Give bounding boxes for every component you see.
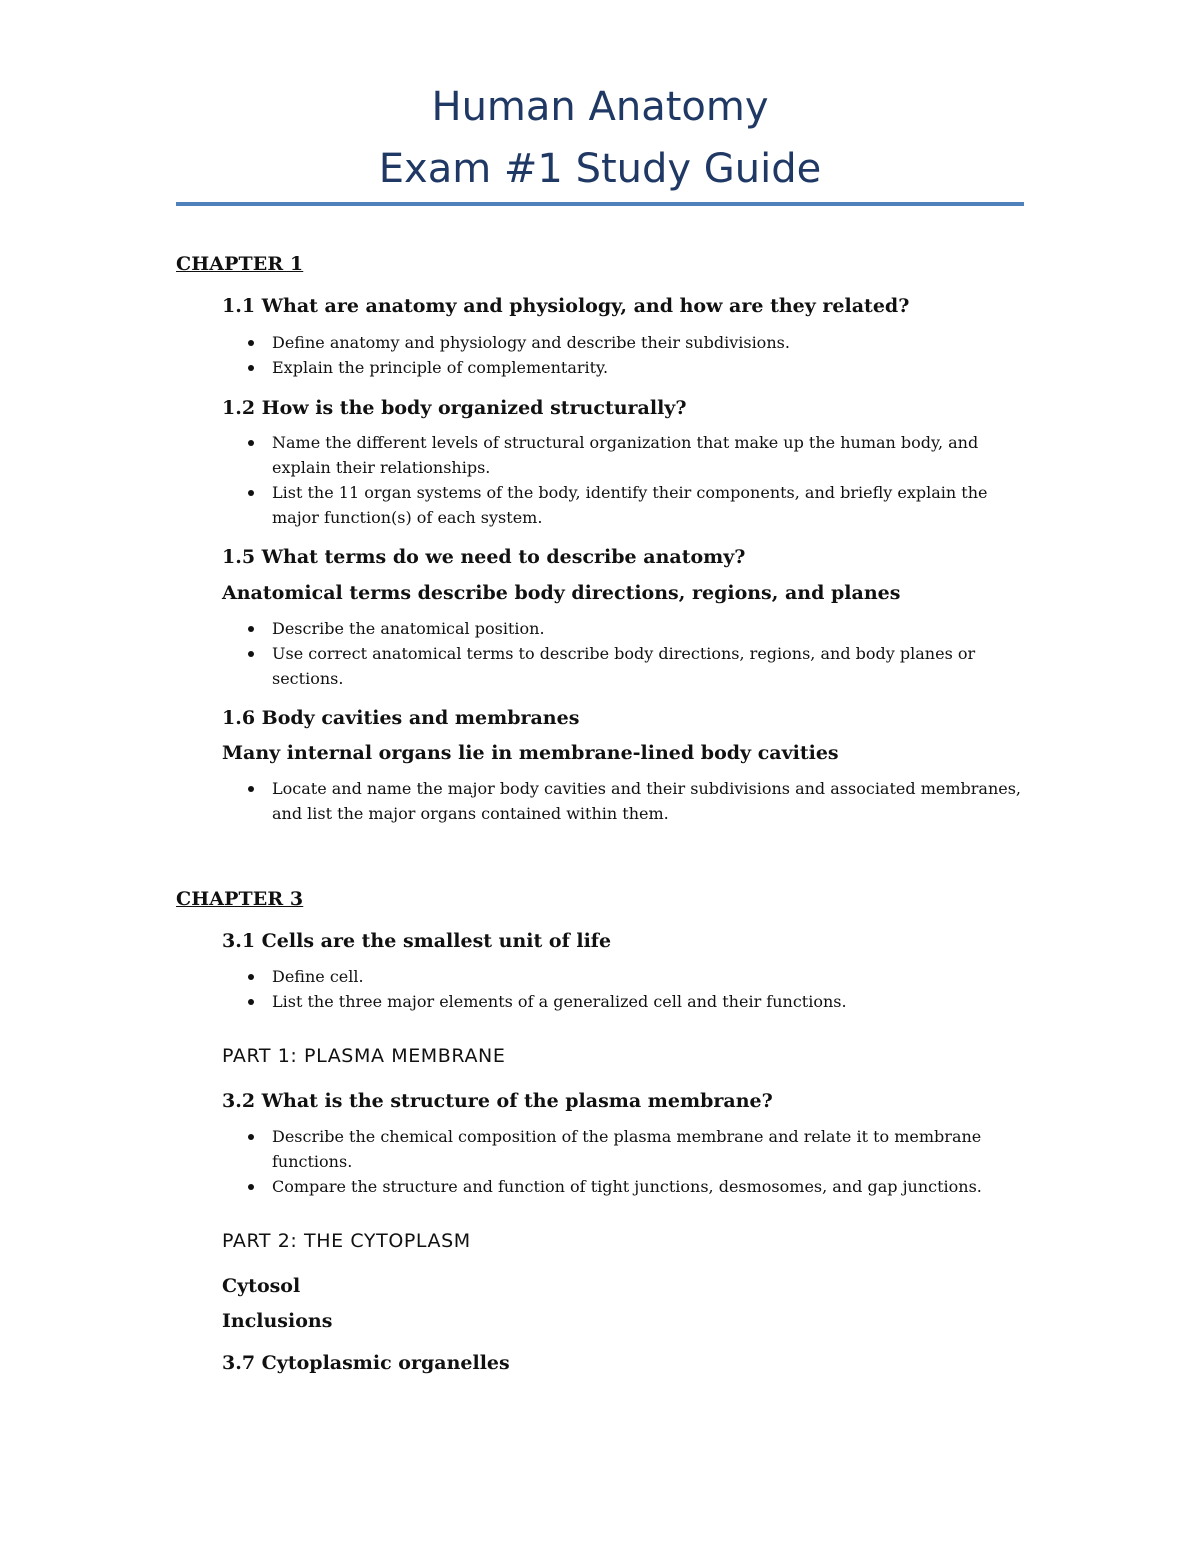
section-1-2-bullets — [246, 430, 1036, 530]
section-1-1-bullets — [246, 330, 1036, 380]
list-item: Define cell. — [246, 964, 1036, 989]
section-3-1-bullets — [246, 964, 1036, 1014]
section-3-1-heading: 3.1 Cells are the smallest unit of life — [222, 930, 612, 952]
part-1-heading: PART 1: PLASMA MEMBRANE — [222, 1045, 506, 1067]
section-1-5-heading: 1.5 What terms do we need to describe anatomy? — [222, 546, 746, 568]
title-line-2: Exam #1 Study Guide — [378, 146, 822, 192]
section-3-2-heading: 3.2 What is the structure of the plasma membrane? — [222, 1090, 773, 1112]
list-item: Describe the chemical composition of the plasma membrane and relate it to membrane functions. — [246, 1124, 1036, 1174]
chapter-3-label: CHAPTER 3 — [176, 888, 304, 910]
section-1-6-bullets — [246, 776, 1036, 826]
list-item: List the three major elements of a generalized cell and their functions. — [246, 989, 1036, 1014]
list-item: Define anatomy and physiology and describe their subdivisions. — [246, 330, 1036, 355]
section-1-6-subheading: Many internal organs lie in membrane-lined body cavities — [222, 742, 839, 764]
title-line-1: Human Anatomy — [431, 84, 769, 130]
list-item: Locate and name the major body cavities and their subdivisions and associated membranes, and list the major organs contained within them. — [246, 776, 1036, 826]
inclusions-heading: Inclusions — [222, 1310, 333, 1332]
section-1-5-subheading: Anatomical terms describe body directions, regions, and planes — [222, 582, 901, 604]
chapter-1-label: CHAPTER 1 — [176, 253, 304, 275]
list-item: List the 11 organ systems of the body, identify their components, and briefly explain the major function(s) of each system. — [246, 480, 1036, 530]
section-1-1-heading: 1.1 What are anatomy and physiology, and how are they related? — [222, 295, 910, 317]
list-item: Name the different levels of structural organization that make up the human body, and explain their relationships. — [246, 430, 1036, 480]
document-title — [176, 76, 1024, 200]
section-1-2-heading: 1.2 How is the body organized structurally? — [222, 397, 687, 419]
section-1-6-heading: 1.6 Body cavities and membranes — [222, 707, 580, 729]
section-1-5-bullets — [246, 616, 1036, 691]
list-item: Use correct anatomical terms to describe body directions, regions, and body planes or sections. — [246, 641, 1036, 691]
section-3-7-heading: 3.7 Cytoplasmic organelles — [222, 1352, 510, 1374]
cytosol-heading: Cytosol — [222, 1275, 301, 1297]
title-divider — [176, 202, 1024, 206]
list-item: Compare the structure and function of tight junctions, desmosomes, and gap junctions. — [246, 1174, 1036, 1199]
section-3-2-bullets — [246, 1124, 1036, 1199]
part-2-heading: PART 2: THE CYTOPLASM — [222, 1230, 471, 1252]
list-item: Explain the principle of complementarity. — [246, 355, 1036, 380]
list-item: Describe the anatomical position. — [246, 616, 1036, 641]
